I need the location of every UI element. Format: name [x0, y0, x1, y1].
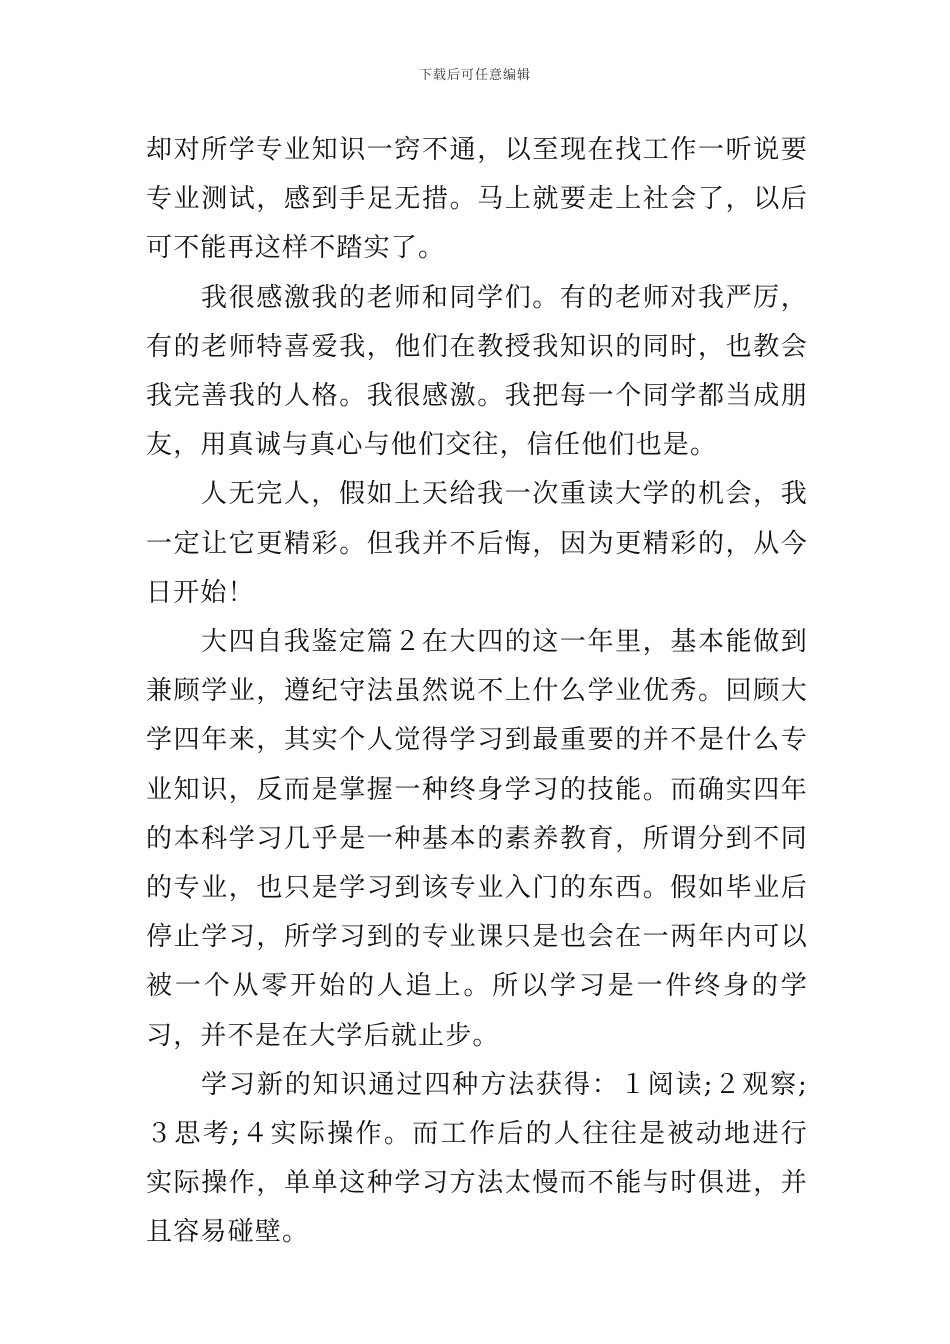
paragraph: 学习新的知识通过四种方法获得：１阅读;２观察;３思考;４实际操作。而工作后的人往往是被动地进行实际操作，单单这种学习方法太慢而不能与时俱进，并且容易碰壁。: [146, 1069, 808, 1248]
page-header: 下载后可任意编辑: [418, 68, 531, 83]
paragraph: 我很感激我的老师和同学们。有的老师对我严厉，有的老师特喜爱我，他们在教授我知识的同时，也教会我完善我的人格。我很感激。我把每一个同学都当成朋友，用真诚与真心与他们交往，信任他们也是。: [146, 282, 808, 461]
paragraph: 却对所学专业知识一窍不通，以至现在找工作一听说要专业测试，感到手足无措。马上就要走上社会了，以后可不能再这样不踏实了。: [146, 135, 808, 264]
paragraph: 大四自我鉴定篇２在大四的这一年里，基本能做到兼顾学业，遵纪守法虽然说不上什么学业优秀。回顾大学四年来，其实个人觉得学习到最重要的并不是什么专业知识，反而是掌握一种终身学习的技能。而确实四年的本科学习几乎是一种基本的素养教育，所谓分到不同的专业，也只是学习到该专业入门的东西。假如毕业后停止学习，所学习到的专业课只是也会在一两年内可以被一个从零开始的人追上。所以学习是一件终身的学习，并不是在大学后就止步。: [146, 627, 808, 1051]
document-body: [146, 126, 808, 1258]
paragraph: 人无完人，假如上天给我一次重读大学的机会，我一定让它更精彩。但我并不后悔，因为更精彩的，从今日开始！: [146, 479, 808, 608]
